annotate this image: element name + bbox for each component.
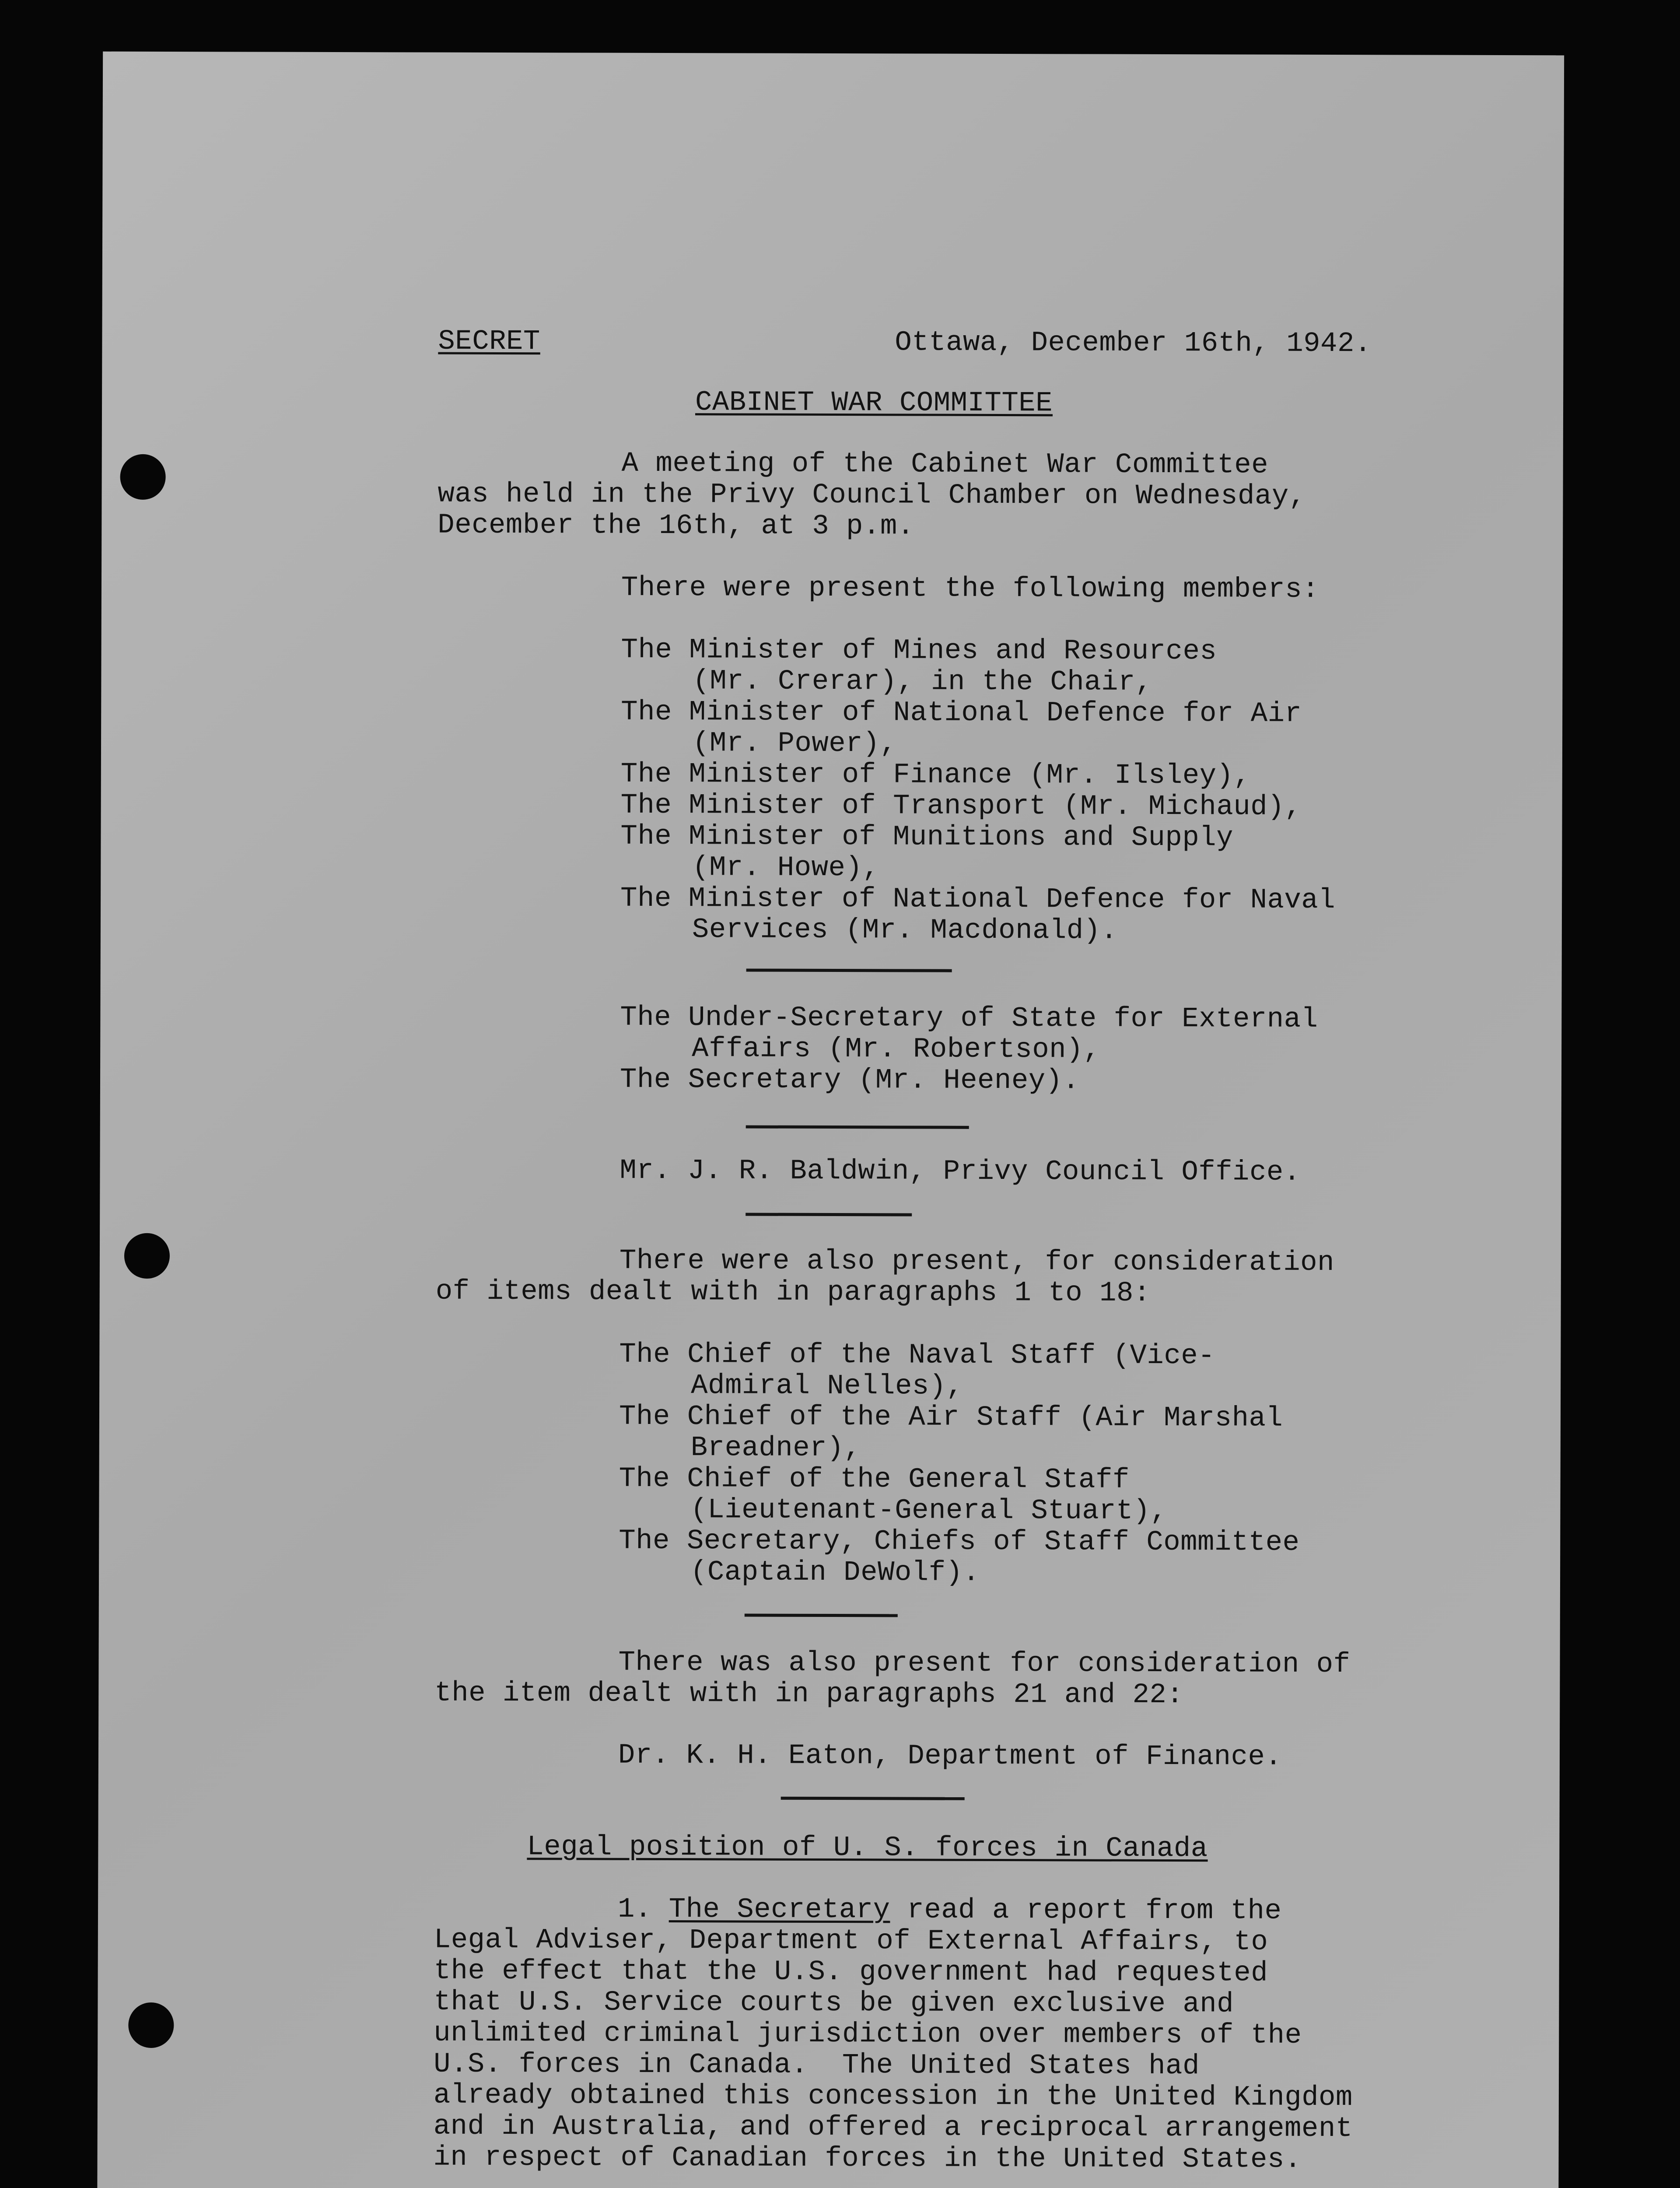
member-line-2: (Mr. Crerar), in the Chair, — [693, 666, 1152, 698]
member-line-10: Services (Mr. Macdonald). — [692, 914, 1118, 947]
staff-line-2: Admiral Nelles), — [691, 1370, 963, 1403]
paragraph-1-line-5: unlimited criminal jurisdiction over members of the — [434, 2017, 1302, 2051]
place-date: Ottawa, December 16th, 1942. — [895, 327, 1372, 360]
staff-line-1: The Chief of the Naval Staff (Vice- — [619, 1339, 1215, 1372]
document-page — [97, 52, 1564, 2188]
intro-line-3: December the 16th, at 3 p.m. — [438, 509, 914, 543]
member-line-3: The Minister of National Defence for Air — [621, 696, 1302, 730]
staff-line-8: (Captain DeWolf). — [690, 1557, 980, 1589]
intro-line-1: A meeting of the Cabinet War Committee — [621, 448, 1269, 481]
also-present-line-1: There were also present, for consideration — [619, 1245, 1335, 1279]
staff-line-7: The Secretary, Chiefs of Staff Committee — [619, 1525, 1300, 1559]
member-line-1: The Minister of Mines and Resources — [621, 634, 1217, 668]
member-line-4: (Mr. Power), — [692, 728, 897, 760]
also-present-2-line-1: There was also present for consideration of — [618, 1647, 1351, 1681]
section-heading: Legal position of U. S. forces in Canada — [527, 1831, 1208, 1865]
official-line-3: The Secretary (Mr. Heeney). — [620, 1064, 1080, 1097]
staff-line-3: The Chief of the Air Staff (Air Marshal — [619, 1401, 1283, 1434]
also-present-line-2: of items dealt with in paragraphs 1 to 18: — [435, 1276, 1151, 1309]
paragraph-subject: The Secretary — [668, 1894, 890, 1926]
baldwin-line: Mr. J. R. Baldwin, Privy Council Office. — [620, 1155, 1301, 1189]
separator-rule-3 — [746, 1213, 912, 1216]
separator-rule-5 — [781, 1797, 965, 1800]
paragraph-1-line-3: the effect that the U.S. government had requested — [434, 1955, 1268, 1989]
members-intro: There were present the following members: — [621, 572, 1320, 606]
member-line-6: The Minister of Transport (Mr. Michaud), — [620, 789, 1302, 823]
paragraph-1-line-1: read a report from the — [890, 1894, 1282, 1927]
intro-line-2: was held in the Privy Council Chamber on Wednesday, — [438, 478, 1306, 512]
punch-hole-top — [120, 454, 165, 500]
staff-line-6: (Lieutenant-General Stuart), — [690, 1494, 1167, 1528]
member-line-8: (Mr. Howe), — [692, 852, 880, 884]
separator-rule-4 — [745, 1613, 898, 1617]
punch-hole-middle — [124, 1233, 170, 1279]
paragraph-1-line-4: that U.S. Service courts be given exclusive and — [434, 1986, 1234, 2020]
also-present-2-line-2: the item dealt with in paragraphs 21 and 22: — [434, 1677, 1184, 1711]
member-line-9: The Minister of National Defence for Naval — [620, 883, 1336, 917]
paragraph-1-first-line — [618, 1894, 1282, 1927]
paragraph-1-line-9: in respect of Canadian forces in the United States. — [433, 2142, 1302, 2176]
eaton-line: Dr. K. H. Eaton, Department of Finance. — [618, 1739, 1282, 1773]
paragraph-1-line-6: U.S. forces in Canada. The United States had — [434, 2048, 1200, 2083]
classification-label: SECRET — [438, 326, 540, 358]
separator-rule-2 — [746, 1125, 969, 1129]
paragraph-1-line-7: already obtained this concession in the United Kingdom — [433, 2079, 1353, 2114]
separator-rule-1 — [746, 968, 952, 972]
staff-line-5: The Chief of the General Staff — [619, 1463, 1130, 1496]
member-line-5: The Minister of Finance (Mr. Ilsley), — [620, 758, 1251, 792]
member-line-7: The Minister of Munitions and Supply — [620, 820, 1234, 854]
punch-hole-bottom — [128, 2002, 174, 2048]
document-title: CABINET WAR COMMITTEE — [695, 387, 1053, 420]
staff-line-4: Breadner), — [690, 1432, 861, 1465]
paragraph-1-line-2: Legal Adviser, Department of External Affairs, to — [434, 1924, 1268, 1958]
paragraph-number: 1. — [617, 1893, 652, 1925]
official-line-1: The Under-Secretary of State for External — [620, 1002, 1318, 1035]
official-line-2: Affairs (Mr. Robertson), — [692, 1033, 1101, 1066]
paragraph-1-line-8: and in Australia, and offered a reciprocal arrangement — [433, 2111, 1353, 2145]
